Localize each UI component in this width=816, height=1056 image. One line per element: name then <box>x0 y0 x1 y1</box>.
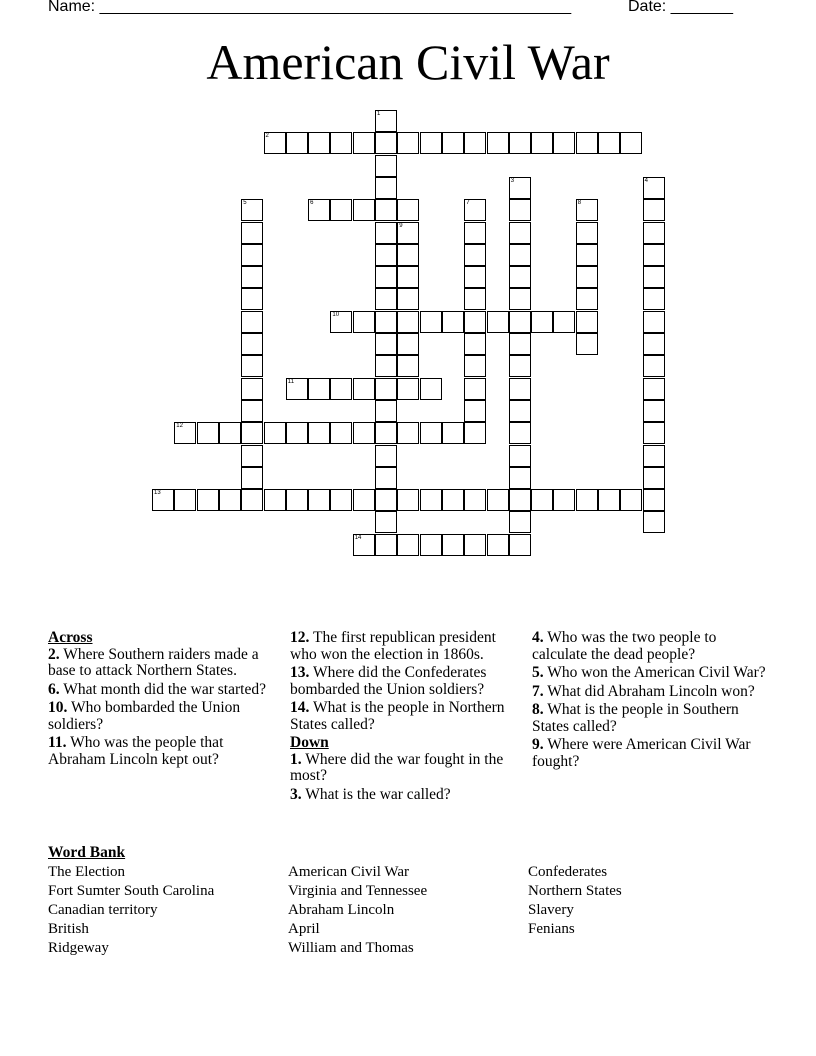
crossword-cell[interactable] <box>286 378 308 400</box>
crossword-cell[interactable] <box>442 311 464 333</box>
word-bank-item: Slavery <box>528 902 574 918</box>
crossword-cell[interactable] <box>509 132 531 154</box>
word-bank-column-1 <box>48 863 214 958</box>
crossword-cell[interactable] <box>330 311 352 333</box>
crossword-cell[interactable] <box>241 244 263 266</box>
crossword-cell[interactable] <box>397 489 419 511</box>
crossword-cell[interactable] <box>643 199 665 221</box>
clue-down-5: 5. Who won the American Civil War? <box>532 664 766 681</box>
word-bank-item: The Election <box>48 864 126 880</box>
crossword-cell[interactable] <box>353 489 375 511</box>
crossword-cell[interactable] <box>509 534 531 556</box>
crossword-cell[interactable] <box>576 311 598 333</box>
clue-across-14: 14. What is the people in Northern States called? <box>290 699 505 733</box>
clue-number: 6 <box>310 200 314 207</box>
crossword-cell[interactable] <box>174 422 196 444</box>
crossword-cell[interactable] <box>397 244 419 266</box>
clue-number: 13 <box>154 490 161 497</box>
crossword-cell[interactable] <box>598 132 620 154</box>
crossword-cell[interactable] <box>442 132 464 154</box>
down-heading: Down <box>290 734 329 751</box>
crossword-cell[interactable] <box>509 445 531 467</box>
word-bank-item: British <box>48 921 89 937</box>
crossword-cell[interactable] <box>375 511 397 533</box>
crossword-cell[interactable] <box>464 333 486 355</box>
clue-number: 4 <box>644 177 648 184</box>
crossword-cell[interactable] <box>464 288 486 310</box>
crossword-cell[interactable] <box>643 333 665 355</box>
clue-across-10: 10. Who bombarded the Union soldiers? <box>48 699 241 733</box>
crossword-cell[interactable] <box>420 534 442 556</box>
crossword-cell[interactable] <box>241 467 263 489</box>
crossword-cell[interactable] <box>464 266 486 288</box>
crossword-cell[interactable] <box>241 489 263 511</box>
crossword-cell[interactable] <box>509 222 531 244</box>
crossword-cell[interactable] <box>353 132 375 154</box>
crossword-cell[interactable] <box>576 199 598 221</box>
crossword-cell[interactable] <box>152 489 174 511</box>
word-bank-item: William and Thomas <box>288 940 414 956</box>
crossword-cell[interactable] <box>286 132 308 154</box>
crossword-cell[interactable] <box>264 422 286 444</box>
crossword-cell[interactable] <box>397 288 419 310</box>
clue-number: 3 <box>510 177 515 184</box>
clue-number: 7 <box>466 200 470 207</box>
clue-number: 2 <box>265 133 269 140</box>
crossword-cell[interactable] <box>487 132 509 154</box>
crossword-cell[interactable] <box>241 333 263 355</box>
crossword-cell[interactable] <box>375 467 397 489</box>
clue-down-8: 8. What is the people in Southern States called? <box>532 701 739 735</box>
crossword-cell[interactable] <box>330 378 352 400</box>
crossword-cell[interactable] <box>553 132 575 154</box>
crossword-cell[interactable] <box>397 266 419 288</box>
crossword-cell[interactable] <box>643 422 665 444</box>
crossword-cell[interactable] <box>576 244 598 266</box>
crossword-cell[interactable] <box>308 422 330 444</box>
crossword-cell[interactable] <box>531 132 553 154</box>
crossword-cell[interactable] <box>197 422 219 444</box>
crossword-cell[interactable] <box>375 400 397 422</box>
crossword-cell[interactable] <box>286 422 308 444</box>
crossword-cell[interactable] <box>219 422 241 444</box>
crossword-cell[interactable] <box>397 422 419 444</box>
middle-clues-column <box>290 630 526 805</box>
crossword-cell[interactable] <box>576 489 598 511</box>
crossword-cell[interactable] <box>643 355 665 377</box>
crossword-cell[interactable] <box>330 489 352 511</box>
crossword-cell[interactable] <box>420 489 442 511</box>
crossword-cell[interactable] <box>442 489 464 511</box>
crossword-cell[interactable] <box>375 177 397 199</box>
crossword-cell[interactable] <box>464 400 486 422</box>
crossword-cell[interactable] <box>241 266 263 288</box>
across-heading: Across <box>48 629 93 646</box>
crossword-cell[interactable] <box>509 511 531 533</box>
crossword-cell[interactable] <box>375 288 397 310</box>
word-bank-item: Canadian territory <box>48 902 158 918</box>
crossword-cell[interactable] <box>643 378 665 400</box>
crossword-cell[interactable] <box>375 244 397 266</box>
crossword-cell[interactable] <box>397 534 419 556</box>
word-bank-item: Ridgeway <box>48 940 109 956</box>
clue-down-3: 3. What is the war called? <box>290 785 451 803</box>
crossword-cell[interactable] <box>219 489 241 511</box>
crossword-cell[interactable] <box>241 378 263 400</box>
crossword-cell[interactable] <box>375 311 397 333</box>
crossword-cell[interactable] <box>330 199 352 221</box>
clue-number: 1 <box>377 111 381 117</box>
word-bank-column-2 <box>288 863 427 958</box>
clue-number: 9 <box>399 222 403 229</box>
clue-across-6: 6. What month did the war started? <box>48 680 266 698</box>
crossword-cell[interactable] <box>286 489 308 511</box>
crossword-cell[interactable] <box>308 132 330 154</box>
clue-down-1: 1. Where did the war fought in the most? <box>290 750 504 784</box>
clue-across-13: 13. Where did the Confederates bombarded the Union soldiers? <box>290 664 487 698</box>
crossword-cell[interactable] <box>487 534 509 556</box>
crossword-cell[interactable] <box>553 311 575 333</box>
crossword-cell[interactable] <box>241 422 263 444</box>
clue-number: 10 <box>332 311 340 318</box>
crossword-cell[interactable] <box>420 378 442 400</box>
crossword-cell[interactable] <box>420 422 442 444</box>
crossword-cell[interactable] <box>643 288 665 310</box>
crossword-cell[interactable] <box>643 244 665 266</box>
crossword-cell[interactable] <box>308 489 330 511</box>
crossword-cell[interactable] <box>509 400 531 422</box>
crossword-cell[interactable] <box>643 311 665 333</box>
crossword-cell[interactable] <box>620 489 642 511</box>
crossword-cell[interactable] <box>576 222 598 244</box>
crossword-cell[interactable] <box>620 132 642 154</box>
crossword-cell[interactable] <box>353 534 375 556</box>
crossword-cell[interactable] <box>464 244 486 266</box>
crossword-cell[interactable] <box>264 132 286 154</box>
crossword-cell[interactable] <box>375 266 397 288</box>
crossword-cell[interactable] <box>420 311 442 333</box>
word-bank-item: Confederates <box>528 864 608 880</box>
crossword-cell[interactable] <box>598 489 620 511</box>
crossword-cell[interactable] <box>509 355 531 377</box>
crossword-cell[interactable] <box>509 177 531 199</box>
crossword-cell[interactable] <box>241 199 263 221</box>
crossword-cell[interactable] <box>241 311 263 333</box>
name-field-label: Name: _____________________________________________________ <box>48 0 572 15</box>
crossword-cell[interactable] <box>241 222 263 244</box>
crossword-cell[interactable] <box>509 378 531 400</box>
crossword-cell[interactable] <box>375 355 397 377</box>
crossword-cell[interactable] <box>197 489 219 511</box>
crossword-cell[interactable] <box>308 378 330 400</box>
crossword-cell[interactable] <box>353 311 375 333</box>
clue-across-12: 12. The first republican president who won the election in 1860s. <box>290 629 496 663</box>
crossword-cell[interactable] <box>509 467 531 489</box>
word-bank-title: Word Bank <box>48 844 126 861</box>
crossword-cell[interactable] <box>576 333 598 355</box>
crossword-cell[interactable] <box>464 199 486 221</box>
crossword-cell[interactable] <box>643 511 665 533</box>
clue-across-11: 11. Who was the people that Abraham Lincoln kept out? <box>48 734 224 768</box>
crossword-cell[interactable] <box>576 132 598 154</box>
clue-number: 5 <box>243 200 247 207</box>
crossword-cell[interactable] <box>643 177 665 199</box>
crossword-cell[interactable] <box>643 266 665 288</box>
crossword-cell[interactable] <box>576 266 598 288</box>
word-bank-item: Virginia and Tennessee <box>288 883 428 899</box>
crossword-cell[interactable] <box>375 534 397 556</box>
crossword-cell[interactable] <box>487 311 509 333</box>
clue-number: 11 <box>287 378 295 385</box>
right-clues-column <box>532 630 768 772</box>
word-bank-item: Fort Sumter South Carolina <box>48 883 215 899</box>
crossword-cell[interactable] <box>442 422 464 444</box>
crossword-cell[interactable] <box>375 445 397 467</box>
clue-number: 8 <box>577 200 582 207</box>
crossword-cell[interactable] <box>330 422 352 444</box>
crossword-cell[interactable] <box>375 422 397 444</box>
word-bank-item: Northern States <box>528 883 622 899</box>
crossword-cell[interactable] <box>464 489 486 511</box>
crossword-cell[interactable] <box>375 132 397 154</box>
crossword-cell[interactable] <box>509 489 531 511</box>
crossword-cell[interactable] <box>375 333 397 355</box>
crossword-cell[interactable] <box>353 422 375 444</box>
date-field-label: Date: _______ <box>628 0 733 15</box>
crossword-cell[interactable] <box>643 222 665 244</box>
crossword-cell[interactable] <box>464 422 486 444</box>
crossword-cell[interactable] <box>375 489 397 511</box>
crossword-cell[interactable] <box>353 378 375 400</box>
crossword-cell[interactable] <box>643 445 665 467</box>
crossword-cell[interactable] <box>397 378 419 400</box>
crossword-cell[interactable] <box>397 132 419 154</box>
clue-across-2: 2. Where Southern raiders made a base to attack Northern States. <box>48 645 259 679</box>
crossword-cell[interactable] <box>397 199 419 221</box>
crossword-cell[interactable] <box>509 333 531 355</box>
crossword-cell[interactable] <box>643 489 665 511</box>
crossword-cell[interactable] <box>643 467 665 489</box>
crossword-cell[interactable] <box>509 422 531 444</box>
crossword-cell[interactable] <box>397 333 419 355</box>
crossword-cell[interactable] <box>487 489 509 511</box>
crossword-cell[interactable] <box>397 222 419 244</box>
crossword-cell[interactable] <box>643 400 665 422</box>
crossword-cell[interactable] <box>464 311 486 333</box>
crossword-cell[interactable] <box>464 132 486 154</box>
crossword-cell[interactable] <box>509 199 531 221</box>
clue-number: 14 <box>354 534 362 541</box>
crossword-cell[interactable] <box>553 489 575 511</box>
crossword-cell[interactable] <box>509 244 531 266</box>
crossword-cell[interactable] <box>241 355 263 377</box>
word-bank-item: American Civil War <box>288 864 409 880</box>
word-bank-item: Abraham Lincoln <box>288 902 395 918</box>
clue-down-4: 4. Who was the two people to calculate the dead people? <box>532 629 717 663</box>
clue-down-7: 7. What did Abraham Lincoln won? <box>532 682 755 700</box>
crossword-cell[interactable] <box>375 155 397 177</box>
crossword-cell[interactable] <box>241 445 263 467</box>
crossword-cell[interactable] <box>464 378 486 400</box>
clue-down-9: 9. Where were American Civil War fought? <box>532 736 751 770</box>
crossword-cell[interactable] <box>531 311 553 333</box>
crossword-cell[interactable] <box>464 355 486 377</box>
crossword-cell[interactable] <box>464 534 486 556</box>
crossword-cell[interactable] <box>397 311 419 333</box>
crossword-cell[interactable] <box>241 400 263 422</box>
crossword-cell[interactable] <box>353 199 375 221</box>
crossword-cell[interactable] <box>420 132 442 154</box>
crossword-cell[interactable] <box>375 222 397 244</box>
crossword-cell[interactable] <box>241 288 263 310</box>
word-bank-column-3 <box>528 863 622 939</box>
crossword-cell[interactable] <box>397 355 419 377</box>
crossword-cell[interactable] <box>308 199 330 221</box>
crossword-cell[interactable] <box>174 489 196 511</box>
crossword-cell[interactable] <box>509 266 531 288</box>
crossword-cell[interactable] <box>509 288 531 310</box>
crossword-cell[interactable] <box>264 489 286 511</box>
page-title: American Civil War <box>206 34 610 90</box>
crossword-cell[interactable] <box>375 378 397 400</box>
crossword-cell[interactable] <box>531 489 553 511</box>
clue-number: 12 <box>176 423 183 430</box>
word-bank-item: Fenians <box>528 921 575 937</box>
crossword-cell[interactable] <box>576 288 598 310</box>
across-clues-column <box>48 630 284 770</box>
crossword-cell[interactable] <box>509 311 531 333</box>
crossword-cell[interactable] <box>442 534 464 556</box>
crossword-cell[interactable] <box>375 199 397 221</box>
crossword-cell[interactable] <box>330 132 352 154</box>
crossword-cell[interactable] <box>375 110 397 132</box>
crossword-cell[interactable] <box>464 222 486 244</box>
word-bank-item: April <box>288 921 320 937</box>
